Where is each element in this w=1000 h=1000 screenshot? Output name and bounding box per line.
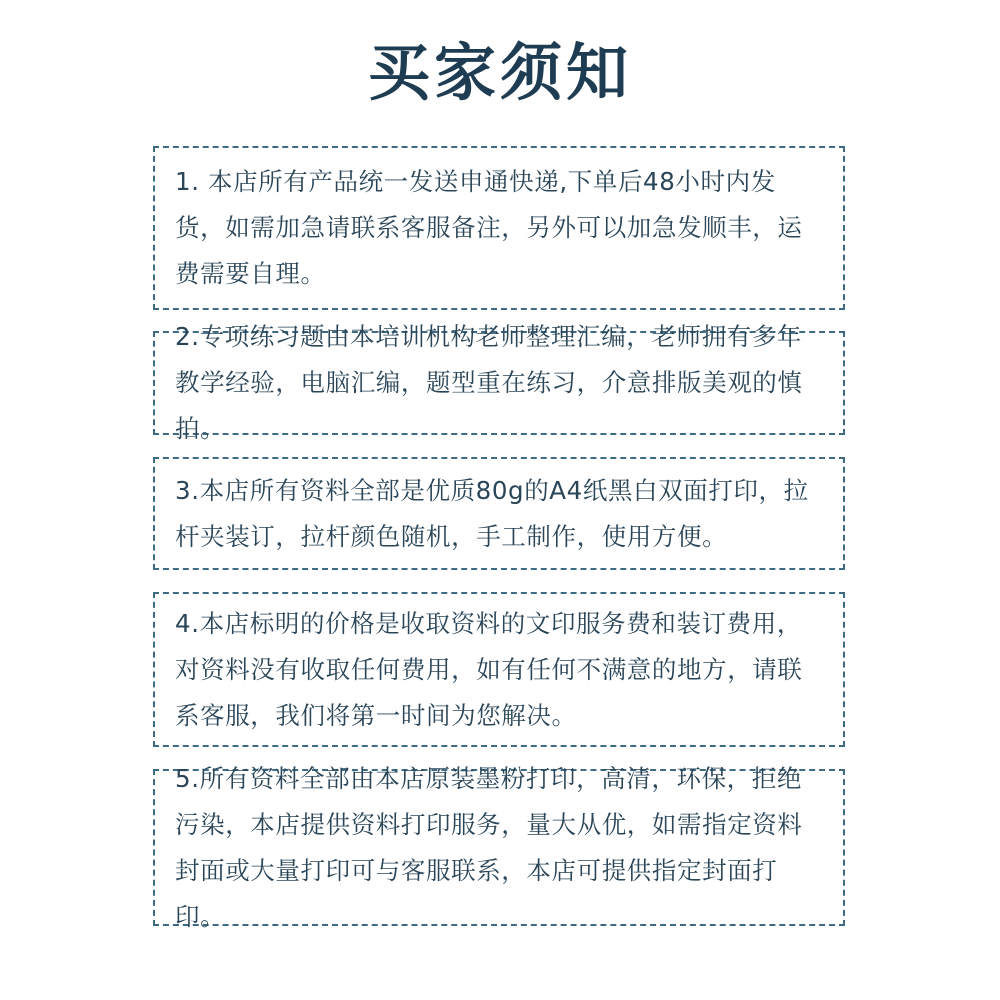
notice-text-1: 1. 本店所有产品统一发送申通快递,下单后48小时内发货，如需加急请联系客服备注，另外可以加急发顺丰，运费需要自理。 [175, 167, 803, 288]
notice-text-3: 3.本店所有资料全部是优质80g的A4纸黑白双面打印，拉杆夹装订，拉杆颜色随机，手工制作，使用方便。 [175, 475, 809, 551]
notice-text-5: 5.所有资料全部由本店原装墨粉打印，高清，环保，拒绝污染，本店提供资料打印服务，量大从优，如需指定资料封面或大量打印可与客服联系，本店可提供指定封面打印。 [175, 763, 803, 931]
notice-text-4: 4.本店标明的价格是收取资料的文印服务费和装订费用，对资料没有收取任何费用，如有任何不满意的地方，请联系客服，我们将第一时间为您解决。 [175, 608, 803, 730]
notice-box-1 [153, 146, 845, 310]
notice-box-5 [153, 763, 845, 931]
notice-box-3 [153, 457, 845, 570]
page-title: 买家须知 [367, 36, 632, 109]
notice-box-4 [153, 592, 845, 747]
notice-text-2: 2.专项练习题由本培训机构老师整理汇编，老师拥有多年教学经验，电脑汇编，题型重在练习，介意排版美观的慎拍。 [175, 322, 803, 443]
notice-box-2 [153, 322, 845, 443]
